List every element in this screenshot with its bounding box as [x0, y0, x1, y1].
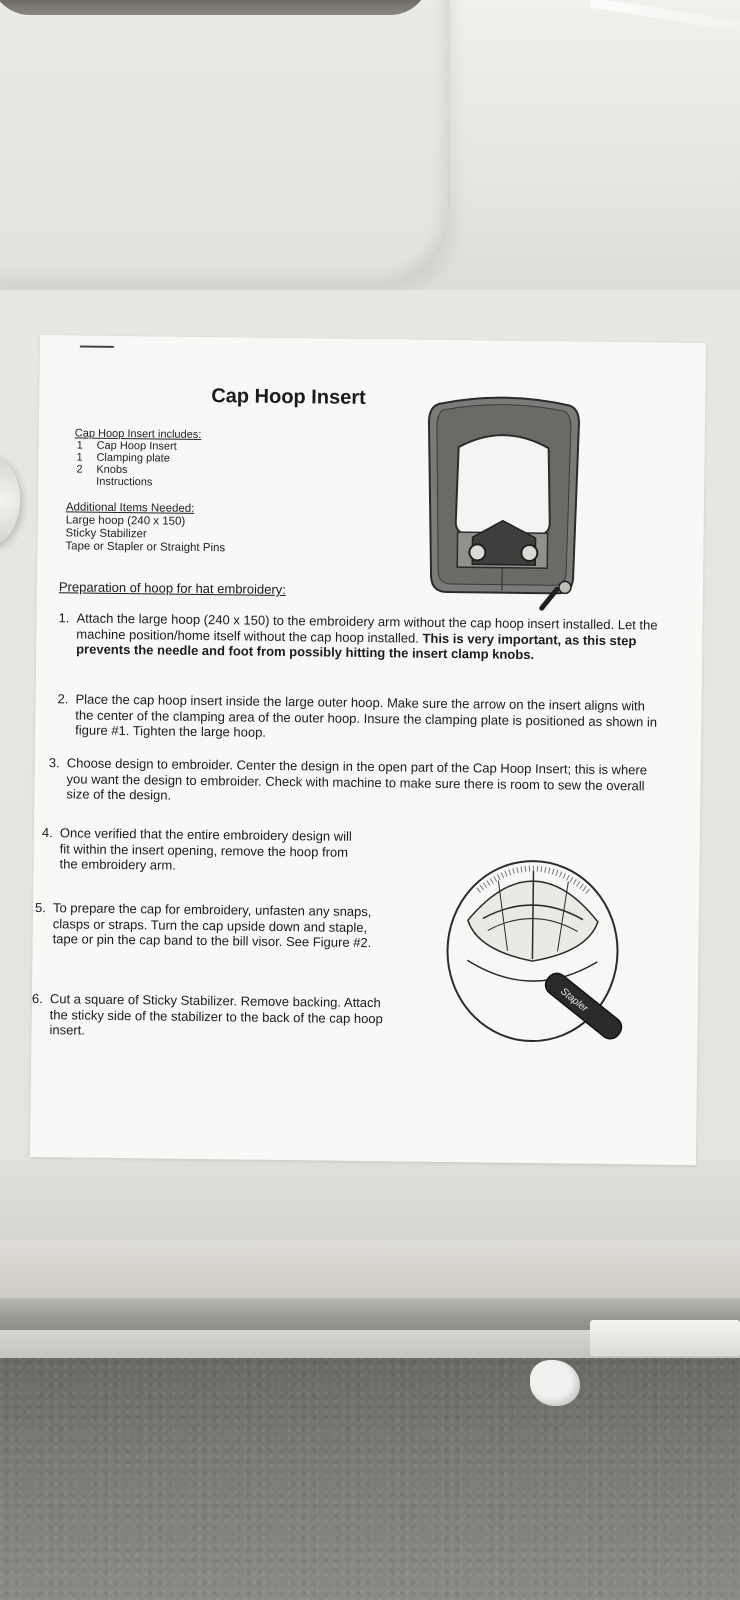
instruction-sheet	[30, 335, 706, 1165]
item-qty: 1	[76, 439, 83, 452]
stapler-label: Stapler	[558, 986, 590, 1015]
tray-rail-end	[590, 1320, 740, 1356]
list-item: Tape or Stapler or Straight Pins	[65, 540, 226, 555]
tray-well-inner	[0, 0, 430, 15]
tray-well	[0, 0, 450, 285]
step-4	[41, 825, 352, 875]
item-name: Cap Hoop Insert	[96, 439, 177, 453]
prep-heading: Preparation of hoop for hat embroidery:	[58, 579, 286, 598]
step-2	[57, 691, 658, 745]
includes-list	[74, 427, 201, 489]
step-text: Once verified that the entire embroidery design will fit within the insert opening, remove the hoop from the embroidery arm.	[59, 825, 352, 873]
item-name: Clamping plate	[96, 451, 170, 465]
step-3	[48, 755, 657, 809]
additional-heading: Additional Items Needed:	[65, 501, 195, 515]
step-text: Attach the large hoop (240 x 150) to the embroidery arm without the cap hoop insert installed. Let the machine position/home itself without the cap hoop installed.	[76, 610, 658, 646]
step-number: 1.	[58, 610, 70, 626]
additional-items	[65, 501, 225, 555]
step-1	[58, 610, 659, 664]
item-qty: 2	[76, 463, 83, 476]
tray-lip	[0, 1160, 740, 1240]
step-warning: This is very important, as this step prevents the needle and foot from possibly hitting the insert clamp knobs.	[76, 630, 637, 663]
cap-stapler-figure	[436, 850, 638, 1052]
item-qty	[74, 475, 96, 487]
step-number: 6.	[31, 990, 43, 1007]
item-name: Instructions	[96, 475, 153, 489]
list-item: Sticky Stabilizer	[65, 527, 147, 541]
step-6	[31, 991, 388, 1042]
step-text: Place the cap hoop insert inside the large outer hoop. Make sure the arrow on the insert aligns with the center of the clamping area of the outer hoop. Insure the clamping plate is positioned as shown in figure #1. Tighten the large hoop.	[75, 691, 658, 740]
includes-heading: Cap Hoop Insert includes:	[74, 427, 202, 441]
step-number: 5.	[34, 899, 46, 916]
step-5	[35, 900, 376, 951]
list-item: Large hoop (240 x 150)	[65, 514, 186, 528]
carpet-floor	[0, 1355, 740, 1600]
list-item	[74, 475, 201, 489]
step-number: 4.	[41, 825, 53, 841]
step-number: 2.	[57, 691, 69, 707]
step-text: Cut a square of Sticky Stabilizer. Remove backing. Attach the sticky side of the stabilizer to the back of the cap hoop insert.	[49, 991, 383, 1038]
tray-lip-lower	[0, 1240, 740, 1298]
step-number: 3.	[48, 755, 60, 771]
page-title: Cap Hoop Insert	[211, 385, 366, 409]
step-text: Choose design to embroider. Center the design in the open part of the Cap Hoop Insert; this is where you want the design to embroider. Check with machine to make sure there is room to sew the overall size of the design.	[66, 755, 648, 803]
item-name: Knobs	[96, 463, 128, 477]
pen-mark	[80, 345, 114, 347]
item-qty: 1	[76, 451, 83, 464]
step-text: To prepare the cap for embroidery, unfasten any snaps, clasps or straps. Turn the cap upside down and staple, tape or pin the cap band to the bill visor. See Figure #2.	[52, 900, 372, 951]
cap-hoop-insert-figure	[417, 392, 590, 614]
